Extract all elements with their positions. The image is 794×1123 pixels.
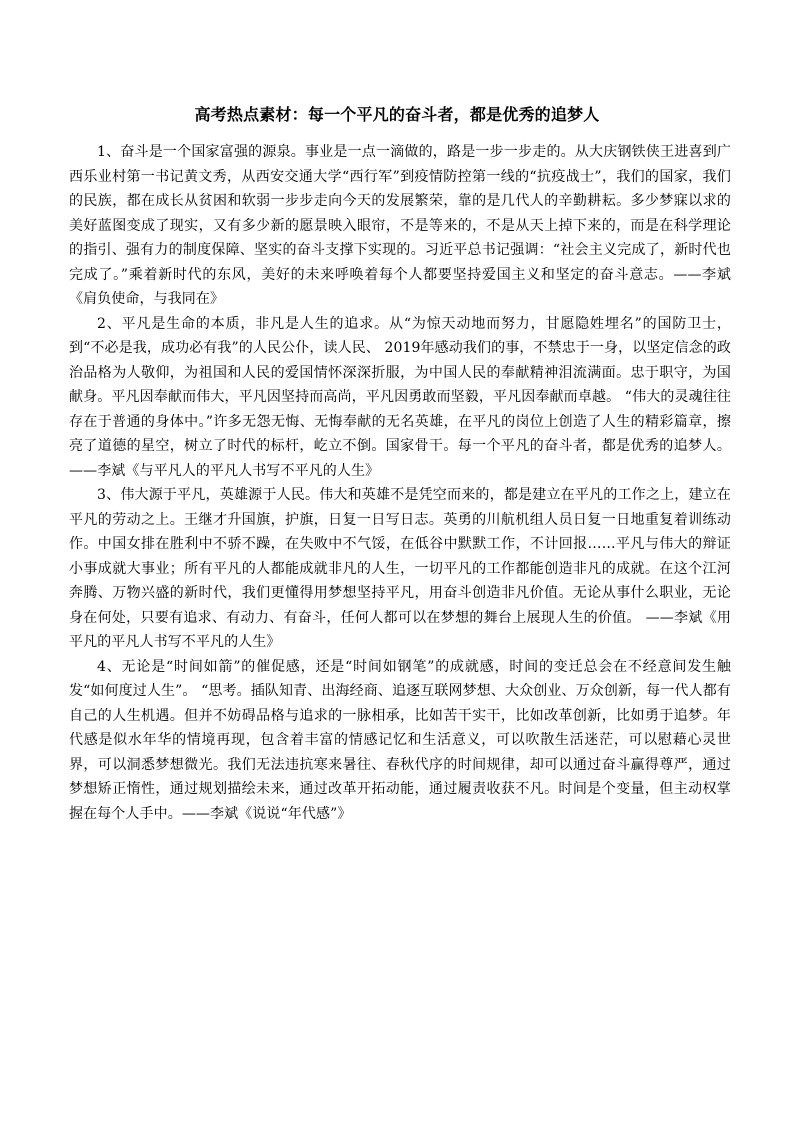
document-title: 高考热点素材：每一个平凡的奋斗者，都是优秀的追梦人: [194, 105, 600, 124]
paragraph-1: [69, 140, 731, 312]
paragraph-reference: ——李斌《说说“年代感”》: [181, 805, 352, 822]
paragraph-reference: ——李斌《用平凡的平凡人书写不平凡的人生》: [69, 609, 731, 650]
paragraph-text: 1、奋斗是一个国家富强的源泉。事业是一点一滴做的，路是一步一步走的。从大庆钢铁侠王进喜到广西乐业村第一书记黄文秀，从西安交通大学“西行军”到疫情防控第一线的“抗疫战士”，我们的国家，我们的民族，都在成长从贫困和软弱一步步走向今天的发展繁荣，靠的是几代人的辛勤耕耘。多少梦寐以求的美好蓝图变成了现实，又有多少新的愿景映入眼帘，不是等来的，不是从天上掉下来的，而是在科学理论的指引、强有力的制度保障、坚实的奋斗支撑下实现的。习近平总书记强调：“社会主义完成了，新时代也完成了。”乘着新时代的东风，美好的未来呼唤着每个人都要坚持爱国主义和坚定的奋斗意志。: [69, 144, 731, 283]
paragraph-text: 3、伟大源于平凡，英雄源于人民。伟大和英雄不是凭空而来的，都是建立在平凡的工作之上，建立在平凡的劳动之上。王继才升国旗，护旗，日复一日写日志。英勇的川航机组人员日复一日地重复着训练动作。中国女排在胜利中不骄不躁，在失败中不气馁，在低谷中默默工作，不计回报……平凡与伟大的辩证小事成就大事业；所有平凡的人都能成就非凡的人生，一切平凡的工作都能创造非凡的成就。在这个江河奔腾、万物兴盛的新时代，我们更懂得用梦想坚持平凡，用奋斗创造非凡价值。无论从事什么职业，无论身在何处，只要有追求、有动力、有奋斗，任何人都可以在梦想的舞台上展现人生的价值。: [69, 487, 731, 626]
paragraph-text: 4、无论是“时间如箭”的催促感，还是“时间如钢笔”的成就感，时间的变迁总会在不经意间发生触发“如何度过人生”。 “思考。插队知青、出海经商、追逐互联网梦想、大众创业、万众创新，每一代人都有自己的人生机遇。但并不妨碍品格与追求的一脉相承，比如苦干实干，比如改革创新，比如勇于追梦。年代感是似水年华的情境再现，包含着丰富的情感记忆和生活意义，可以吹散生活迷茫，可以慰藉心灵世界，可以洞悉梦想微光。我们无法违抗寒来暑往、春秋代序的时间规律，却可以通过奋斗赢得尊严，通过梦想矫正惰性，通过规划描绘未来，通过改革开拓动能，通过履责收获不凡。时间是个变量，但主动权掌握在每个人手中。: [69, 658, 731, 822]
paragraph-2: [69, 312, 731, 484]
document-body: [69, 140, 731, 826]
paragraph-text: 2、平凡是生命的本质，非凡是人生的追求。从“为惊天动地而努力，甘愿隐姓埋名”的国防卫士，到“不必是我，成功必有我”的人民公仆，读人民、 2019年感动我们的事，不禁忠于一身，以坚定信念的政治品格为人敬仰，为祖国和人民的爱国情怀深深折服，为中国人民的奉献精神泪流满面。忠于职守，为国献身。平凡因奉献而伟大，平凡因坚持而高尚，平凡因勇敢而坚毅，平凡因奉献而卓越。 “伟大的灵魂往往存在于普通的身体中。”许多无怨无悔、无悔奉献的无名英雄，在平凡的岗位上创造了人生的精彩篇章，擦亮了道德的星空，树立了时代的标杆，屹立不倒。国家骨干。每一个平凡的奋斗者，都是优秀的追梦人。: [69, 315, 731, 454]
paragraph-reference: ——李斌《肩负使命，与我同在》: [69, 266, 731, 307]
paragraph-3: [69, 483, 731, 655]
paragraph-reference: ——李斌《与平凡人的平凡人书写不平凡的人生》: [69, 462, 380, 479]
paragraph-4: [69, 655, 731, 827]
